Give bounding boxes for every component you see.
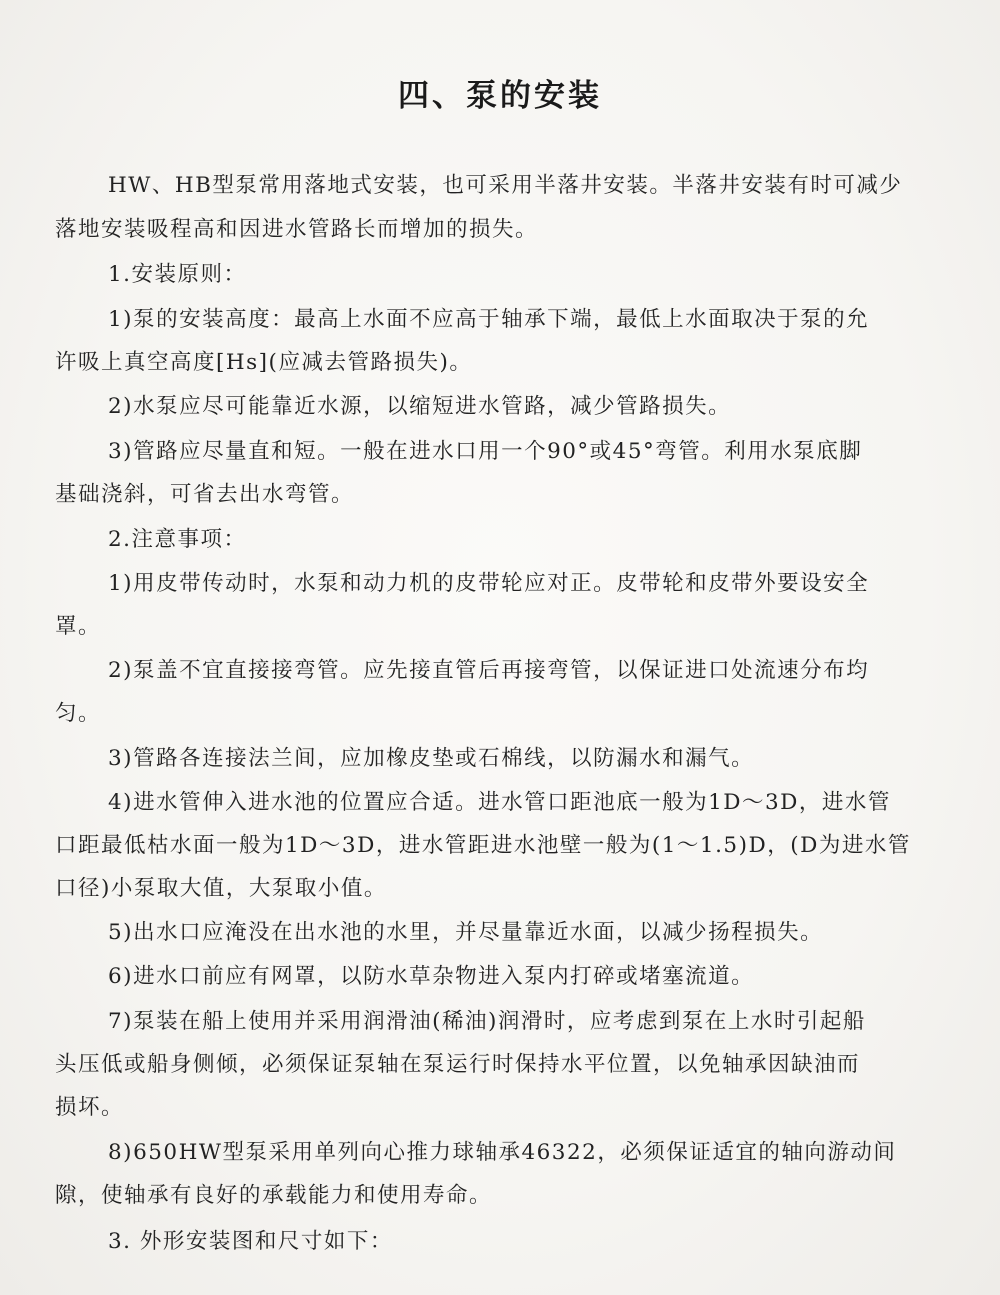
note-6: 6)进水口前应有网罩，以防水草杂物进入泵内打碎或堵塞流道。 <box>108 964 755 989</box>
section-1-heading: 1.安装原则： <box>108 262 247 287</box>
note-8-line-2: 隙，使轴承有良好的承载能力和使用寿命。 <box>55 1183 493 1208</box>
principle-3-line-2: 基础浇斜，可省去出水弯管。 <box>55 482 355 507</box>
note-4-line-3: 口径)小泵取大值，大泵取小值。 <box>55 876 387 901</box>
section-2-heading: 2.注意事项： <box>108 527 247 552</box>
note-7-line-2: 头压低或船身侧倾，必须保证泵轴在泵运行时保持水平位置，以免轴承因缺油而 <box>55 1052 861 1077</box>
note-2-line-2: 匀。 <box>55 701 102 726</box>
section-3-heading: 3. 外形安装图和尺寸如下： <box>108 1229 393 1254</box>
note-4-line-1: 4)进水管伸入进水池的位置应合适。进水管口距池底一般为1D～3D，进水管 <box>108 790 891 815</box>
principle-2: 2)水泵应尽可能靠近水源，以缩短进水管路，减少管路损失。 <box>108 394 732 419</box>
note-8-line-1: 8)650HW型泵采用单列向心推力球轴承46322，必须保证适宜的轴向游动间 <box>108 1140 897 1165</box>
intro-line-1: HW、HB型泵常用落地式安装，也可采用半落井安装。半落井安装有时可减少 <box>108 173 903 198</box>
note-5: 5)出水口应淹没在出水池的水里，并尽量靠近水面，以减少扬程损失。 <box>108 920 824 945</box>
page-title: 四、泵的安装 <box>398 78 602 114</box>
note-1-line-2: 罩。 <box>55 614 102 639</box>
note-3: 3)管路各连接法兰间，应加橡皮垫或石棉线，以防漏水和漏气。 <box>108 746 755 771</box>
note-7-line-3: 损坏。 <box>55 1095 125 1120</box>
note-1-line-1: 1)用皮带传动时，水泵和动力机的皮带轮应对正。皮带轮和皮带外要设安全 <box>108 571 870 596</box>
note-7-line-1: 7)泵装在船上使用并采用润滑油(稀油)润滑时，应考虑到泵在上水时引起船 <box>108 1009 866 1034</box>
principle-1-line-1: 1)泵的安装高度：最高上水面不应高于轴承下端，最低上水面取决于泵的允 <box>108 307 870 332</box>
note-2-line-1: 2)泵盖不宜直接接弯管。应先接直管后再接弯管，以保证进口处流速分布均 <box>108 658 870 683</box>
principle-1-line-2: 许吸上真空高度[Hs](应减去管路损失)。 <box>55 350 473 375</box>
principle-3-line-1: 3)管路应尽量直和短。一般在进水口用一个90°或45°弯管。利用水泵底脚 <box>108 439 863 464</box>
note-4-line-2: 口距最低枯水面一般为1D～3D，进水管距进水池壁一般为(1～1.5)D，(D为进水管 <box>55 833 911 858</box>
intro-line-2: 落地安装吸程高和因进水管路长而增加的损失。 <box>55 217 539 242</box>
